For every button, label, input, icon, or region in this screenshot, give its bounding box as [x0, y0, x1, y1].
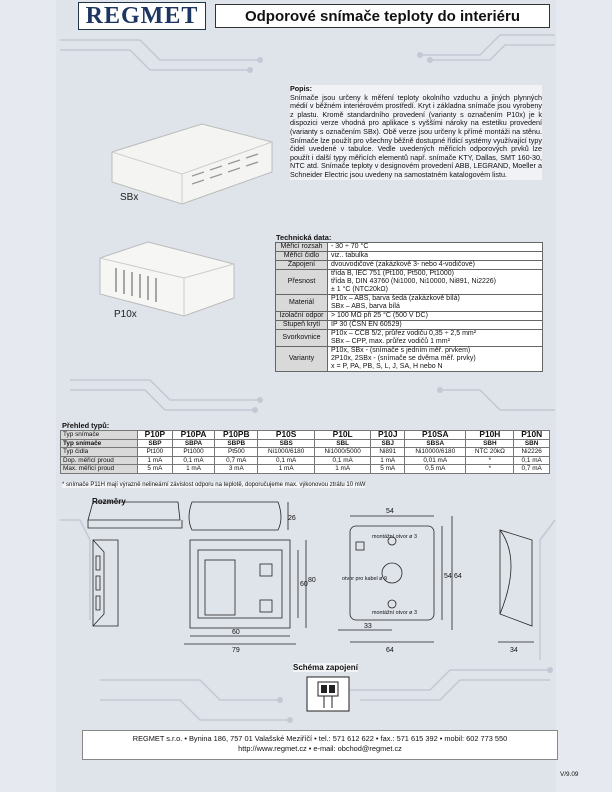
company-footer — [82, 730, 558, 760]
wiring-schema-diagram — [306, 676, 350, 716]
description-heading: Popis: — [290, 84, 312, 93]
sb-height-outer-dimension: 64 — [454, 573, 462, 580]
cable-hole-label: otvor pro kabel ø 9 — [342, 576, 387, 582]
dimensions-drawing — [60, 500, 555, 660]
table-row: Typ snímače P10P P10PA P10PB P10S P10L P10J P10SA P10H P10N — [61, 431, 550, 440]
p10x-sensor-image — [98, 238, 238, 318]
table-row: Svorkovnice P10x – CCB 5/2, průřez vodiču 0,35 ÷ 2,5 mm² SBx – CPP, max. průřez vodičů 1 mm² — [276, 330, 543, 347]
description-block — [290, 85, 542, 180]
sb-total-width-dimension: 64 — [386, 647, 394, 654]
table-row: Měřicí čidlo viz.. tabulka — [276, 252, 543, 261]
sb-height-inner-dimension: 54 — [444, 573, 452, 580]
p10x-height-inner-dimension: 60 — [300, 581, 308, 588]
p10x-height-outer-dimension: 80 — [308, 577, 316, 584]
schema-heading: Schéma zapojení — [293, 663, 358, 672]
table-row: Zapojení dvouvodičové (zakázkově 3- nebo 4-vodičové) — [276, 261, 543, 270]
table-row: Typ čidla Pt100 Pt1000 Pt500 Ni1000/6180 Ni1000/5000 Ni891 Ni10000/6180 NTC 20kΩ Ni2226 — [61, 448, 550, 457]
table-row: Typ snímače SBP SBPA SBPB SBS SBL SBJ SBSA SBH SBN — [61, 439, 550, 448]
table-row: Izolační odpor > 100 MΩ při 25 °C (500 V DC) — [276, 312, 543, 321]
sbx-label: SBx — [120, 192, 139, 203]
sb-hole-offset-dimension: 33 — [364, 623, 372, 630]
technical-table — [275, 242, 543, 372]
regmet-logo: REGMET — [78, 2, 206, 30]
description-text: Snímače jsou určeny k měření teploty okolního vzduchu a jiných plynných médií v běžném interiérovém prostředí. Kryt i základna snímače jsou vyrobeny z plastu. Kromě standardního provedení (varianty s označením P10x) je k dispozici verze vhodná pro aplikace s vyššími nároky na estetiku provedení (varianty s označením SBx). Obě verze jsou určeny k přímé montáži na stěnu. Snímače lze použít pro všechny běžně dostupné řídicí systémy využívající typy čidel uvedené v tabulce. Vedle uvedených měřicích odporových prvků lze použít i další typy měřicích elementů např. snímače KTY, Dallas, SMT 160-30, NTC atd. Snímače teploty v designovém provedení ABB, LEGRAND, Moeller a Schneider Electric jsou uvedeny na samostatném katalogovém listu. — [290, 92, 542, 179]
page-title: Odporové snímače teploty do interiéru — [215, 4, 550, 28]
sb-depth-dimension: 34 — [510, 647, 518, 654]
table-row: Dop. měřicí proud 1 mA 0,1 mA 0,7 mA 0,1 mA 0,1 mA 1 mA 0,01 mA * 0,1 mA — [61, 456, 550, 465]
p10x-total-width-dimension: 79 — [232, 647, 240, 654]
footer-web: http://www.regmet.cz • e-mail: obchod@regmet.cz — [238, 744, 402, 753]
p10x-label: P10x — [114, 309, 137, 320]
p10x-width-dimension: 60 — [232, 629, 240, 636]
document-version: V/9.09 — [560, 771, 579, 778]
technical-heading: Technická data: — [276, 233, 332, 242]
footer-contact: REGMET s.r.o. • Bynina 186, 757 01 Valašské Meziříčí • tel.: 571 612 622 • fax.: 571 615 392 • mobil: 602 773 550 — [132, 734, 508, 743]
table-row: Materiál P10x – ABS, barva šedá (zakázkově bílá) SBx – ABS, barva bílá — [276, 295, 543, 312]
sb-width-dimension: 54 — [386, 508, 394, 515]
table-row: Stupeň krytí IP 30 (ČSN EN 60529) — [276, 321, 543, 330]
types-table — [60, 430, 550, 474]
table-row: Varianty P10x, SBx - (snímače s jedním měř. prvkem) 2P10x, 2SBx - (snímače se dvěma měř. prvky) x = P, PA, PB, S, L, J, SA, H nebo N — [276, 347, 543, 372]
table-row: Měřicí rozsah - 30 ÷ 70 °C — [276, 243, 543, 252]
table-row: Max. měřicí proud 5 mA 1 mA 3 mA 1 mA 1 mA 5 mA 0,5 mA * 0,7 mA — [61, 465, 550, 474]
bottom-hole-label: montážní otvor ø 3 — [372, 610, 417, 616]
table-row: Přesnost třída B, IEC 751 (Pt100, Pt500, Pt1000) třída B, DIN 43760 (Ni1000, Ni10000, Ni891, Ni2226) ± 1 °C (NTC20kΩ) — [276, 270, 543, 295]
sbx-depth-dimension: 26 — [288, 515, 296, 522]
overview-heading: Přehled typů: — [62, 421, 110, 430]
dimensions-heading: Rozměry — [92, 497, 126, 506]
top-hole-label: montážní otvor ø 3 — [372, 534, 417, 540]
types-footnote: * snímače P11H mají výrazně nelineární závislost odporu na teplotě, doporučujeme max. výkonovou ztrátu 10 mW — [62, 482, 366, 488]
